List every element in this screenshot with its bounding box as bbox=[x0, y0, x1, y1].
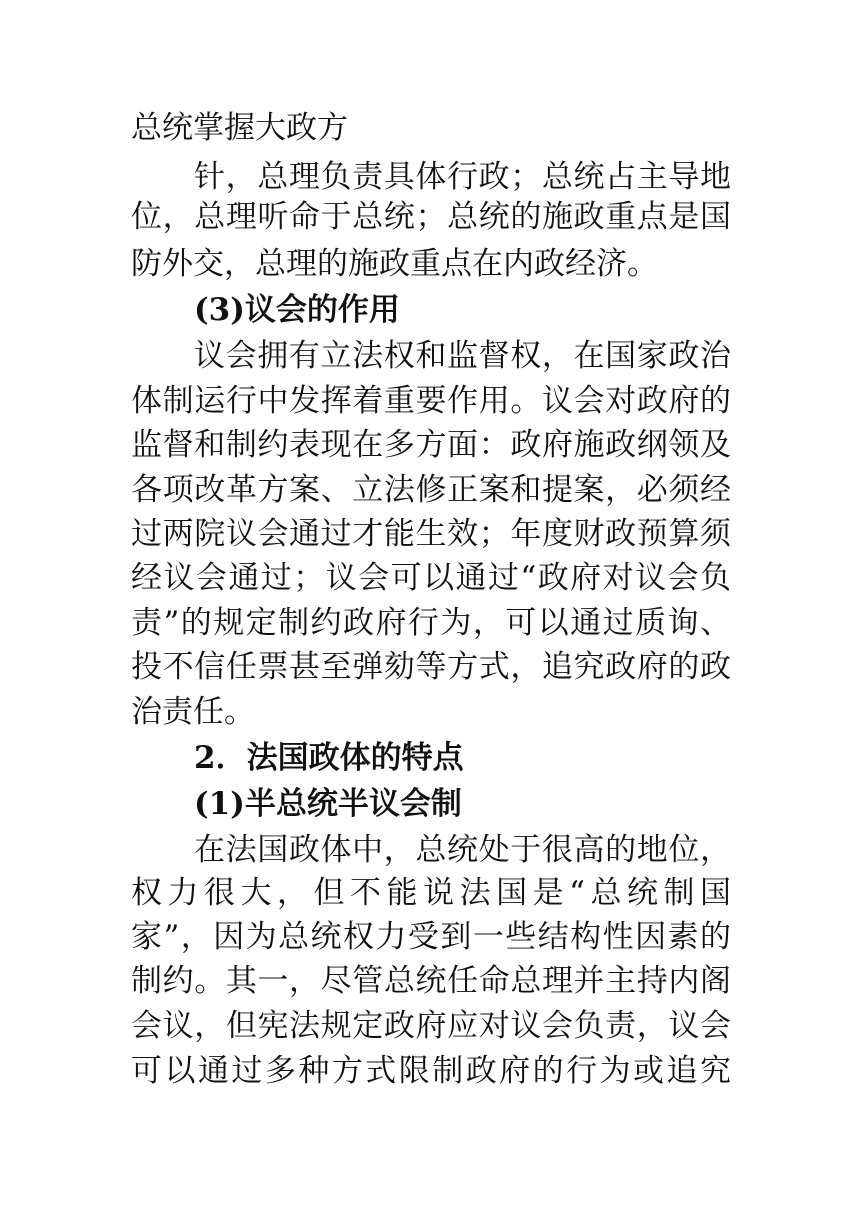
text-line: 家”，因为总统权力受到一些结构性因素的 bbox=[131, 919, 731, 955]
text-line: 体制运行中发挥着重要作用。议会对政府的 bbox=[131, 383, 731, 419]
subheading: (3)议会的作用 bbox=[194, 292, 400, 328]
text-line: 经议会通过；议会可以通过“政府对议会负 bbox=[131, 560, 731, 596]
text-line: 会议，但宪法规定政府应对议会负责，议会 bbox=[131, 1008, 731, 1044]
text-line: 各项改革方案、立法修正案和提案，必须经 bbox=[131, 472, 731, 508]
text-line: 责”的规定制约政府行为，可以通过质询、 bbox=[131, 605, 731, 641]
text-line: 投不信任票甚至弹劾等方式，追究政府的政 bbox=[131, 649, 731, 685]
text-line: 过两院议会通过才能生效；年度财政预算须 bbox=[131, 516, 731, 552]
text-line: 针，总理负责具体行政；总统占主导地 bbox=[194, 159, 731, 195]
text-line: 在法国政体中，总统处于很高的地位， bbox=[194, 832, 731, 868]
text-line: 议会拥有立法权和监督权，在国家政治 bbox=[194, 338, 731, 374]
subheading: (1)半总统半议会制 bbox=[194, 786, 462, 822]
text-line: 防外交，总理的施政重点在内政经济。 bbox=[131, 246, 658, 282]
text-line: 制约。其一，尽管总统任命总理并主持内阁 bbox=[131, 963, 731, 999]
section-heading: 2．法国政体的特点 bbox=[194, 740, 464, 776]
text-line: 可以通过多种方式限制政府的行为或追究 bbox=[131, 1053, 731, 1089]
text-line: 总统掌握大政方 bbox=[131, 110, 348, 146]
text-line: 位，总理听命于总统；总统的施政重点是国 bbox=[131, 199, 731, 235]
text-line: 监督和制约表现在多方面：政府施政纲领及 bbox=[131, 427, 731, 463]
text-line: 权力很大，但不能说法国是“总统制国 bbox=[131, 875, 731, 911]
text-line: 治责任。 bbox=[131, 694, 255, 730]
